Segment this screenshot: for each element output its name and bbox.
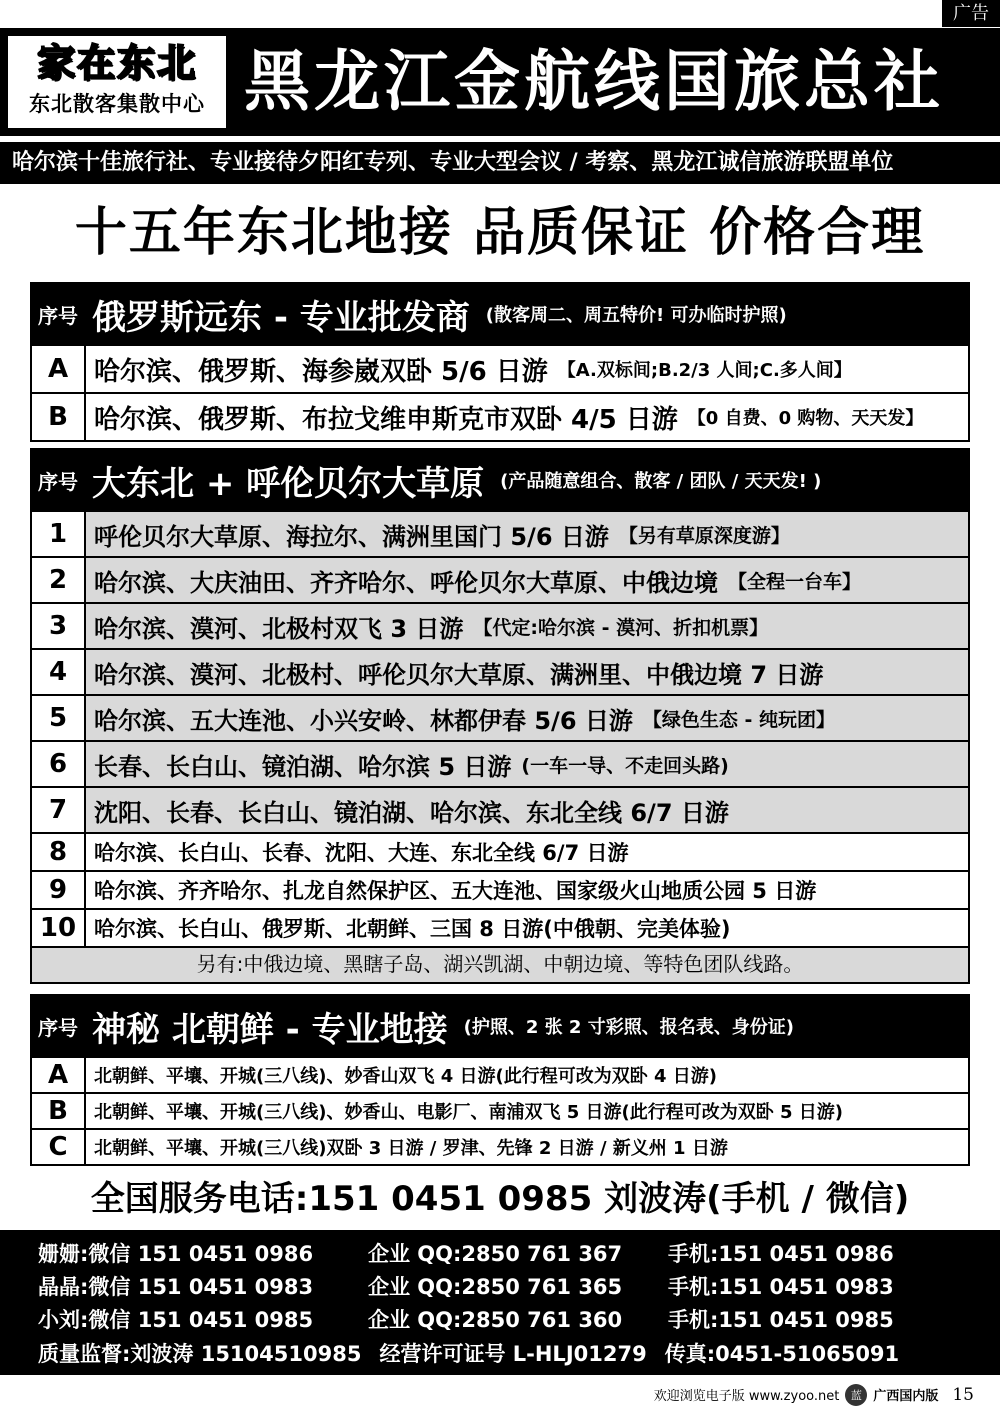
quality-supervisor: 质量监督:刘波涛 15104510985 xyxy=(38,1342,362,1366)
header-band xyxy=(0,28,1000,136)
route-row xyxy=(30,512,970,558)
num-header: 序号 xyxy=(38,469,78,494)
logo-sub-text: 东北散客集散中心 xyxy=(29,92,205,116)
route-row xyxy=(30,788,970,834)
route-text: 哈尔滨、齐齐哈尔、扎龙自然保护区、五大连池、国家级火山地质公园 5 日游 xyxy=(94,879,817,903)
route-text: 哈尔滨、长白山、长春、沈阳、大连、东北全线 6/7 日游 xyxy=(94,841,629,865)
website-text: 欢迎浏览电子版 www.zyoo.net xyxy=(653,1389,840,1404)
contact-phone: 手机:151 0451 0986 xyxy=(668,1241,894,1266)
route-row xyxy=(30,1130,970,1166)
route-row xyxy=(30,742,970,788)
page-number: 15 xyxy=(952,1384,974,1405)
route-number: 10 xyxy=(32,910,86,946)
route-text: 北朝鲜、平壤、开城(三八线)双卧 3 日游 / 罗津、先锋 2 日游 / 新义州 1 日游 xyxy=(94,1138,728,1159)
dongbei-section xyxy=(30,448,970,984)
route-row xyxy=(30,604,970,650)
contact-qq: 企业 QQ:2850 761 365 xyxy=(368,1274,623,1299)
contact-wechat: 小刘:微信 151 0451 0985 xyxy=(38,1307,314,1332)
agency-name: 黑龙江金航线国旅总社 xyxy=(244,43,944,120)
korea-section xyxy=(30,994,970,1166)
route-row xyxy=(30,910,970,948)
contact-wechat: 晶晶:微信 151 0451 0983 xyxy=(38,1274,314,1299)
service-hotline: 全国服务电话:151 0451 0985 刘波涛(手机 / 微信) xyxy=(90,1179,910,1219)
contact-row xyxy=(0,1236,1000,1269)
route-number: B xyxy=(32,1094,86,1128)
route-text: 北朝鲜、平壤、开城(三八线)、妙香山、电影厂、南浦双飞 5 日游(此行程可改为双卧 5 日游) xyxy=(94,1102,844,1123)
ad-tag: 广告 xyxy=(942,0,1000,27)
route-number: A xyxy=(32,346,86,392)
route-number: 6 xyxy=(32,742,86,786)
section-note: (产品随意组合、散客 / 团队 / 天天发! ) xyxy=(500,471,822,492)
route-tag: 【绿色生态 - 纯玩团】 xyxy=(642,708,835,731)
route-row xyxy=(30,696,970,742)
section-title: 俄罗斯远东 - 专业批发商 xyxy=(92,297,470,338)
section-note: (护照、2 张 2 寸彩照、报名表、身份证) xyxy=(463,1017,794,1038)
section-header xyxy=(30,994,970,1058)
route-number: 2 xyxy=(32,558,86,602)
route-number: 5 xyxy=(32,696,86,740)
contact-row xyxy=(0,1302,1000,1335)
section-header xyxy=(30,448,970,512)
supervision-row xyxy=(0,1335,1000,1371)
route-number: 8 xyxy=(32,834,86,870)
route-row xyxy=(30,650,970,696)
section-note: (散客周二、周五特价! 可办临时护照) xyxy=(485,305,787,326)
route-tag: 【另有草原深度游】 xyxy=(618,524,790,547)
route-row xyxy=(30,346,970,394)
route-tag: (一车一导、不走回头路) xyxy=(521,754,729,777)
route-number: 3 xyxy=(32,604,86,648)
route-row xyxy=(30,558,970,604)
route-tag: 【代定:哈尔滨 - 漠河、折扣机票】 xyxy=(473,616,769,639)
logo-main-text: 家在东北 xyxy=(36,41,197,85)
route-row xyxy=(30,1094,970,1130)
section-title: 大东北 + 呼伦贝尔大草原 xyxy=(92,463,485,504)
contact-phone: 手机:151 0451 0985 xyxy=(668,1307,894,1332)
contact-qq: 企业 QQ:2850 761 367 xyxy=(368,1241,623,1266)
route-text: 哈尔滨、俄罗斯、布拉戈维申斯克市双卧 4/5 日游 xyxy=(94,404,678,435)
logo xyxy=(6,34,228,130)
tagline: 哈尔滨十佳旅行社、专业接待夕阳红专列、专业大型会议 / 考察、黑龙江诚信旅游联盟单位 xyxy=(0,142,1000,184)
license-number: 经营许可证号 L-HLJ01279 xyxy=(379,1342,647,1366)
extra-routes-note: 另有:中俄边境、黑瞎子岛、湖兴凯湖、中朝边境、等特色团队线路。 xyxy=(30,948,970,984)
route-number: A xyxy=(32,1058,86,1092)
route-number: 4 xyxy=(32,650,86,694)
route-text: 长春、长白山、镜泊湖、哈尔滨 5 日游 xyxy=(94,752,512,781)
num-header: 序号 xyxy=(38,303,78,328)
slogan: 十五年东北地接 品质保证 价格合理 xyxy=(74,203,926,263)
route-text: 哈尔滨、大庆油田、齐齐哈尔、呼伦贝尔大草原、中俄边境 xyxy=(94,568,718,597)
route-tag: 【全程一台车】 xyxy=(728,570,862,593)
route-text: 呼伦贝尔大草原、海拉尔、满洲里国门 5/6 日游 xyxy=(94,522,609,551)
num-header: 序号 xyxy=(38,1015,78,1040)
route-row xyxy=(30,834,970,872)
russia-section xyxy=(30,282,970,442)
fax-number: 传真:0451-51065091 xyxy=(664,1342,900,1366)
contact-qq: 企业 QQ:2850 761 360 xyxy=(368,1307,623,1332)
route-text: 沈阳、长春、长白山、镜泊湖、哈尔滨、东北全线 6/7 日游 xyxy=(94,798,729,827)
contacts-panel xyxy=(0,1230,1000,1375)
route-row xyxy=(30,1058,970,1094)
route-text: 哈尔滨、俄罗斯、海参崴双卧 5/6 日游 xyxy=(94,356,548,387)
route-tag: 【0 自费、0 购物、天天发】 xyxy=(687,408,924,429)
contact-phone: 手机:151 0451 0983 xyxy=(668,1274,894,1299)
route-text: 哈尔滨、漠河、北极村双飞 3 日游 xyxy=(94,614,464,643)
route-row xyxy=(30,394,970,442)
route-row xyxy=(30,872,970,910)
route-number: 9 xyxy=(32,872,86,908)
route-text: 哈尔滨、漠河、北极村、呼伦贝尔大草原、满洲里、中俄边境 7 日游 xyxy=(94,660,824,689)
contact-wechat: 姗姗:微信 151 0451 0986 xyxy=(38,1241,314,1266)
route-number: 1 xyxy=(32,512,86,556)
publisher-badge-icon: 蓝 xyxy=(845,1384,867,1406)
route-number: 7 xyxy=(32,788,86,832)
route-text: 北朝鲜、平壤、开城(三八线)、妙香山双飞 4 日游(此行程可改为双卧 4 日游) xyxy=(94,1066,718,1087)
route-number: C xyxy=(32,1130,86,1164)
contact-row xyxy=(0,1269,1000,1302)
route-text: 哈尔滨、五大连池、小兴安岭、林都伊春 5/6 日游 xyxy=(94,706,633,735)
route-tag: 【A.双标间;B.2/3 人间;C.多人间】 xyxy=(557,360,852,381)
section-header xyxy=(30,282,970,346)
page-footer xyxy=(0,1380,1000,1409)
route-number: B xyxy=(32,394,86,440)
route-text: 哈尔滨、长白山、俄罗斯、北朝鲜、三国 8 日游(中俄朝、完美体验) xyxy=(94,917,731,941)
section-title: 神秘 北朝鲜 - 专业地接 xyxy=(92,1009,448,1050)
edition-label: 广西国内版 xyxy=(873,1389,939,1404)
